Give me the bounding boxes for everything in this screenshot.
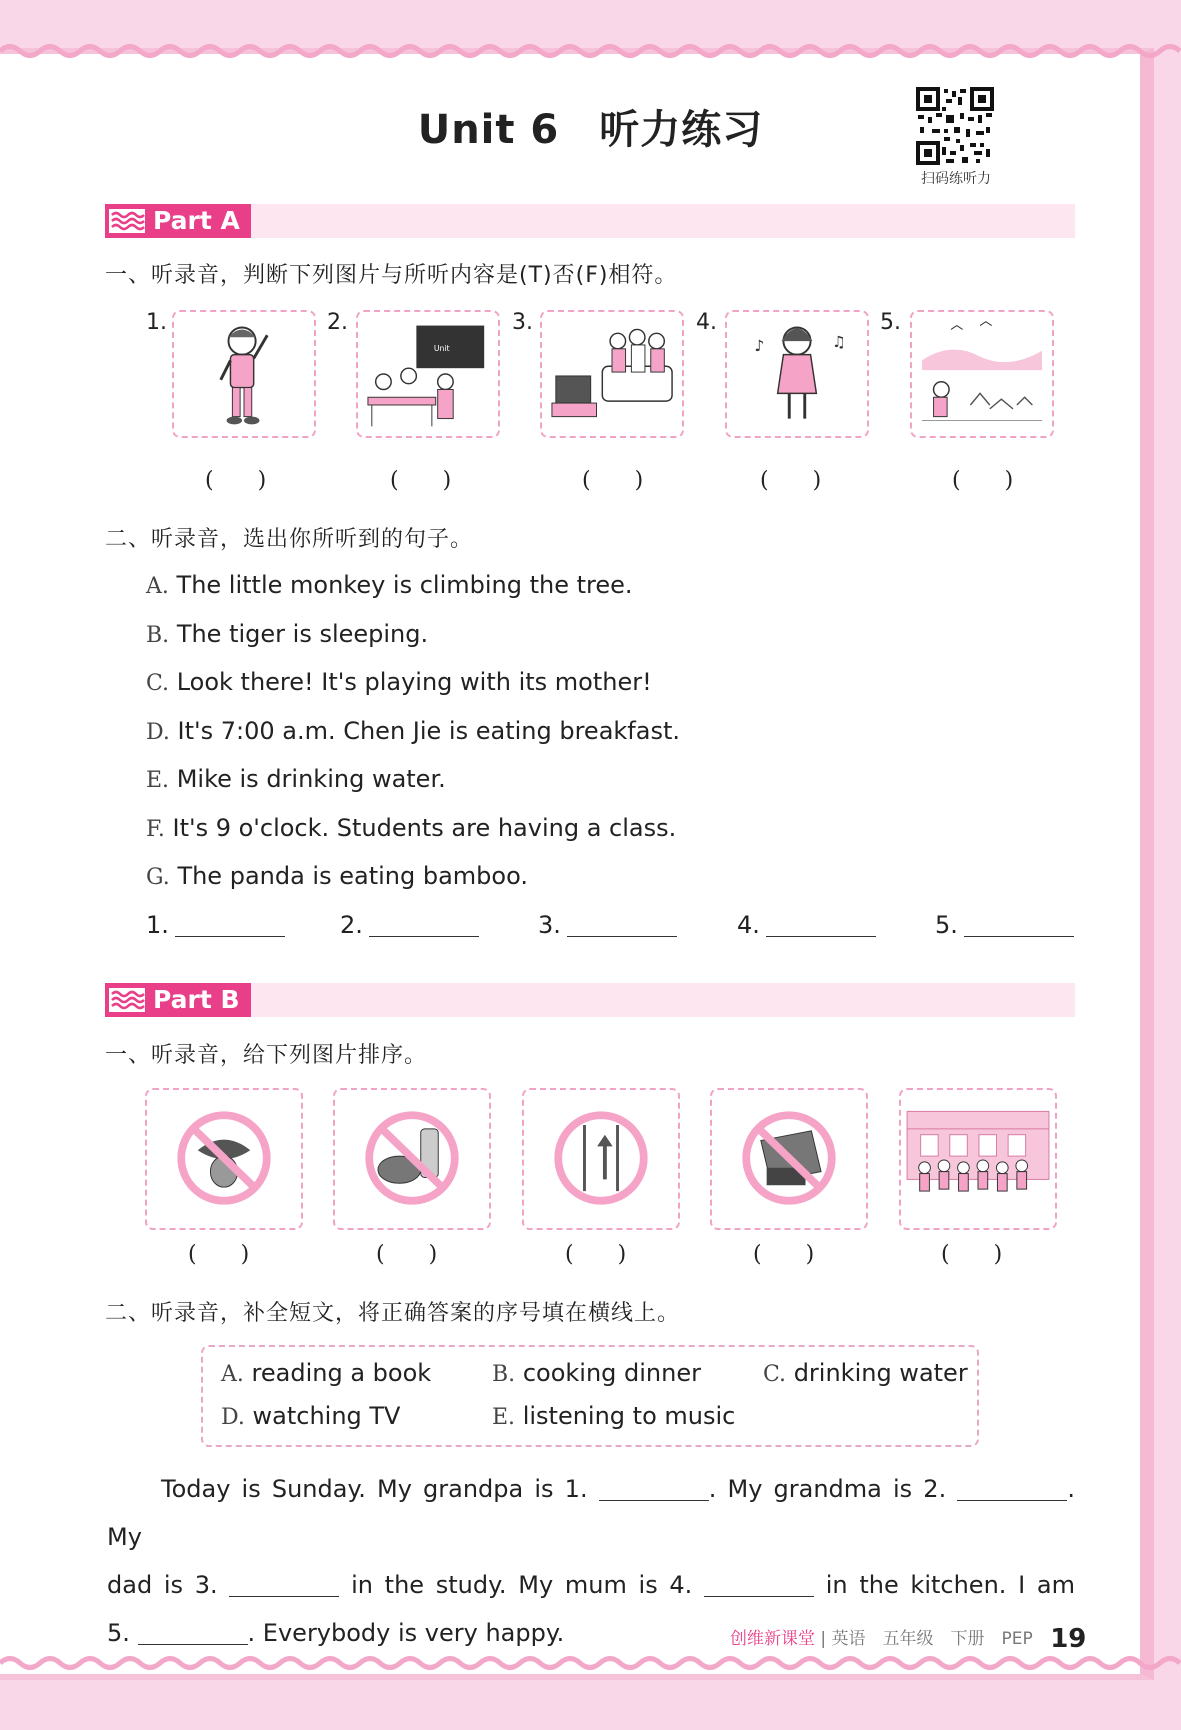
svg-text:Unit: Unit [433,343,450,353]
answer-blank[interactable] [146,911,285,939]
blank-line[interactable] [567,914,677,937]
option-letter: D. [221,1405,245,1430]
blank-line[interactable] [175,914,285,937]
option-text: watching TV [252,1402,401,1430]
answer-blank[interactable] [538,911,677,939]
word-bank-option [221,1402,400,1430]
passage-text: 5. [107,1619,130,1647]
sentence-option [146,862,528,890]
pic-number: 3. [512,310,533,335]
page-footer [730,1624,1086,1654]
picture-keep-right [522,1088,680,1230]
classroom-teacher-icon [358,312,498,436]
picture-boy-waving [172,310,316,438]
blank-line[interactable] [766,914,876,937]
sentence-option [146,571,633,599]
passage-blank-3[interactable] [229,1574,339,1597]
part-a-label: Part A [153,206,240,235]
answer-blank[interactable] [340,911,479,939]
footer-info: | 英语 五年级 下册 PEP [820,1629,1033,1649]
svg-text:♪: ♪ [754,336,765,355]
sentence-option [146,717,680,745]
option-text: drinking water [793,1359,968,1387]
top-wave-border [0,42,1181,60]
qr-code-icon[interactable] [916,87,994,165]
option-letter: E. [146,768,170,793]
option-letter: G. [146,865,170,890]
option-letter: B. [492,1362,516,1387]
page-title [0,98,1181,155]
answer-paren[interactable]: ( ) [952,468,1014,493]
answer-paren[interactable]: ( ) [376,1242,438,1267]
title-unit: Unit 6 [417,107,560,153]
blank-number: 3. [538,911,561,939]
title-chinese: 听力练习 [599,107,764,153]
option-text: The panda is eating bamboo. [177,862,528,890]
part-b-q1-instruction: 一、听录音，给下列图片排序。 [105,1043,428,1068]
blank-number: 2. [340,911,363,939]
sentence-option [146,765,446,793]
passage-text: Today is Sunday. My grandpa is 1. [161,1475,588,1503]
svg-text:♫: ♫ [831,332,846,351]
option-letter: F. [146,817,165,842]
qr-label: 扫码练听力 [921,171,991,187]
part-a-header [105,204,1075,238]
option-text: It's 9 o'clock. Students are having a class. [172,814,677,842]
answer-paren[interactable]: ( ) [565,1242,627,1267]
word-bank-option [763,1359,968,1387]
option-text: reading a book [251,1359,432,1387]
part-b-header [105,983,1075,1017]
passage-blank-1[interactable] [599,1478,709,1501]
footer-brand: 创维新课堂 [730,1629,815,1649]
blank-number: 4. [737,911,760,939]
blank-number: 5. [935,911,958,939]
pic-number: 1. [146,310,167,335]
line-up-students-icon [901,1090,1055,1228]
option-letter: A. [221,1362,244,1387]
wave-lines-icon [109,209,145,233]
answer-paren[interactable]: ( ) [188,1242,250,1267]
picture-line-up [899,1088,1057,1230]
picture-family-tv [540,310,684,438]
passage-line-2 [107,1561,1075,1609]
option-letter: A. [146,574,169,599]
passage-text: in the study. My mum is 4. [351,1571,693,1599]
girl-listening-music-icon [727,312,867,436]
picture-no-talking [145,1088,303,1230]
option-letter: C. [763,1362,787,1387]
answer-paren[interactable]: ( ) [582,468,644,493]
family-watching-tv-icon [542,312,682,436]
part-a-tag [105,204,251,238]
keep-right-sign-icon [524,1090,678,1228]
part-b-label: Part B [153,985,240,1014]
passage-blank-4[interactable] [704,1574,814,1597]
option-text: The tiger is sleeping. [176,620,429,648]
option-text: The little monkey is climbing the tree. [176,571,633,599]
no-books-sign-icon [712,1090,866,1228]
blank-number: 1. [146,911,169,939]
option-text: It's 7:00 a.m. Chen Jie is eating breakfast. [177,717,680,745]
passage-text: in the kitchen. I am [825,1571,1075,1599]
pic-number: 5. [880,310,901,335]
option-letter: E. [492,1405,516,1430]
no-food-drink-sign-icon [335,1090,489,1228]
passage-blank-5[interactable] [138,1622,248,1645]
option-text: listening to music [522,1402,736,1430]
sentence-option [146,668,652,696]
passage-text: dad is 3. [107,1571,218,1599]
word-bank-box [201,1345,979,1447]
sentence-option [146,620,428,648]
answer-paren[interactable]: ( ) [390,468,452,493]
picture-no-books [710,1088,868,1230]
answer-paren[interactable]: ( ) [205,468,267,493]
answer-paren[interactable]: ( ) [941,1242,1003,1267]
wave-lines-icon [109,988,145,1012]
picture-kids-park [910,310,1054,438]
option-letter: D. [146,720,170,745]
page-number: 19 [1050,1624,1087,1654]
picture-girl-music [725,310,869,438]
passage-text: . Everybody is very happy. [247,1619,565,1647]
part-b-q2-instruction: 二、听录音，补全短文，将正确答案的序号填在横线上。 [105,1301,681,1326]
option-letter: B. [146,623,170,648]
option-text: Look there! It's playing with its mother! [176,668,652,696]
part-b-tag [105,983,251,1017]
part-a-q2-instruction: 二、听录音，选出你所听到的句子。 [105,527,474,552]
answer-blank[interactable] [935,911,1074,939]
word-bank-option [221,1359,431,1387]
blank-line[interactable] [964,914,1074,937]
option-letter: C. [146,671,170,696]
no-talking-sign-icon [147,1090,301,1228]
pic-number: 4. [696,310,717,335]
boy-waving-icon [174,312,314,436]
answer-blank[interactable] [737,911,876,939]
passage-blank-2[interactable] [957,1478,1067,1501]
passage-text: . My grandma is 2. [708,1475,947,1503]
part-a-q1-instruction: 一、听录音，判断下列图片与所听内容是(T)否(F)相符。 [105,263,678,288]
word-bank-option [492,1402,735,1430]
answer-paren[interactable]: ( ) [760,468,822,493]
picture-no-food [333,1088,491,1230]
sentence-option [146,814,676,842]
option-text: cooking dinner [522,1359,701,1387]
picture-classroom [356,310,500,438]
answer-paren[interactable]: ( ) [753,1242,815,1267]
pic-number: 2. [327,310,348,335]
blank-line[interactable] [369,914,479,937]
passage-text: . My [107,1475,1075,1551]
kids-playing-park-icon [912,312,1052,436]
passage-line-1 [107,1465,1075,1561]
word-bank-option [492,1359,701,1387]
option-text: Mike is drinking water. [176,765,446,793]
